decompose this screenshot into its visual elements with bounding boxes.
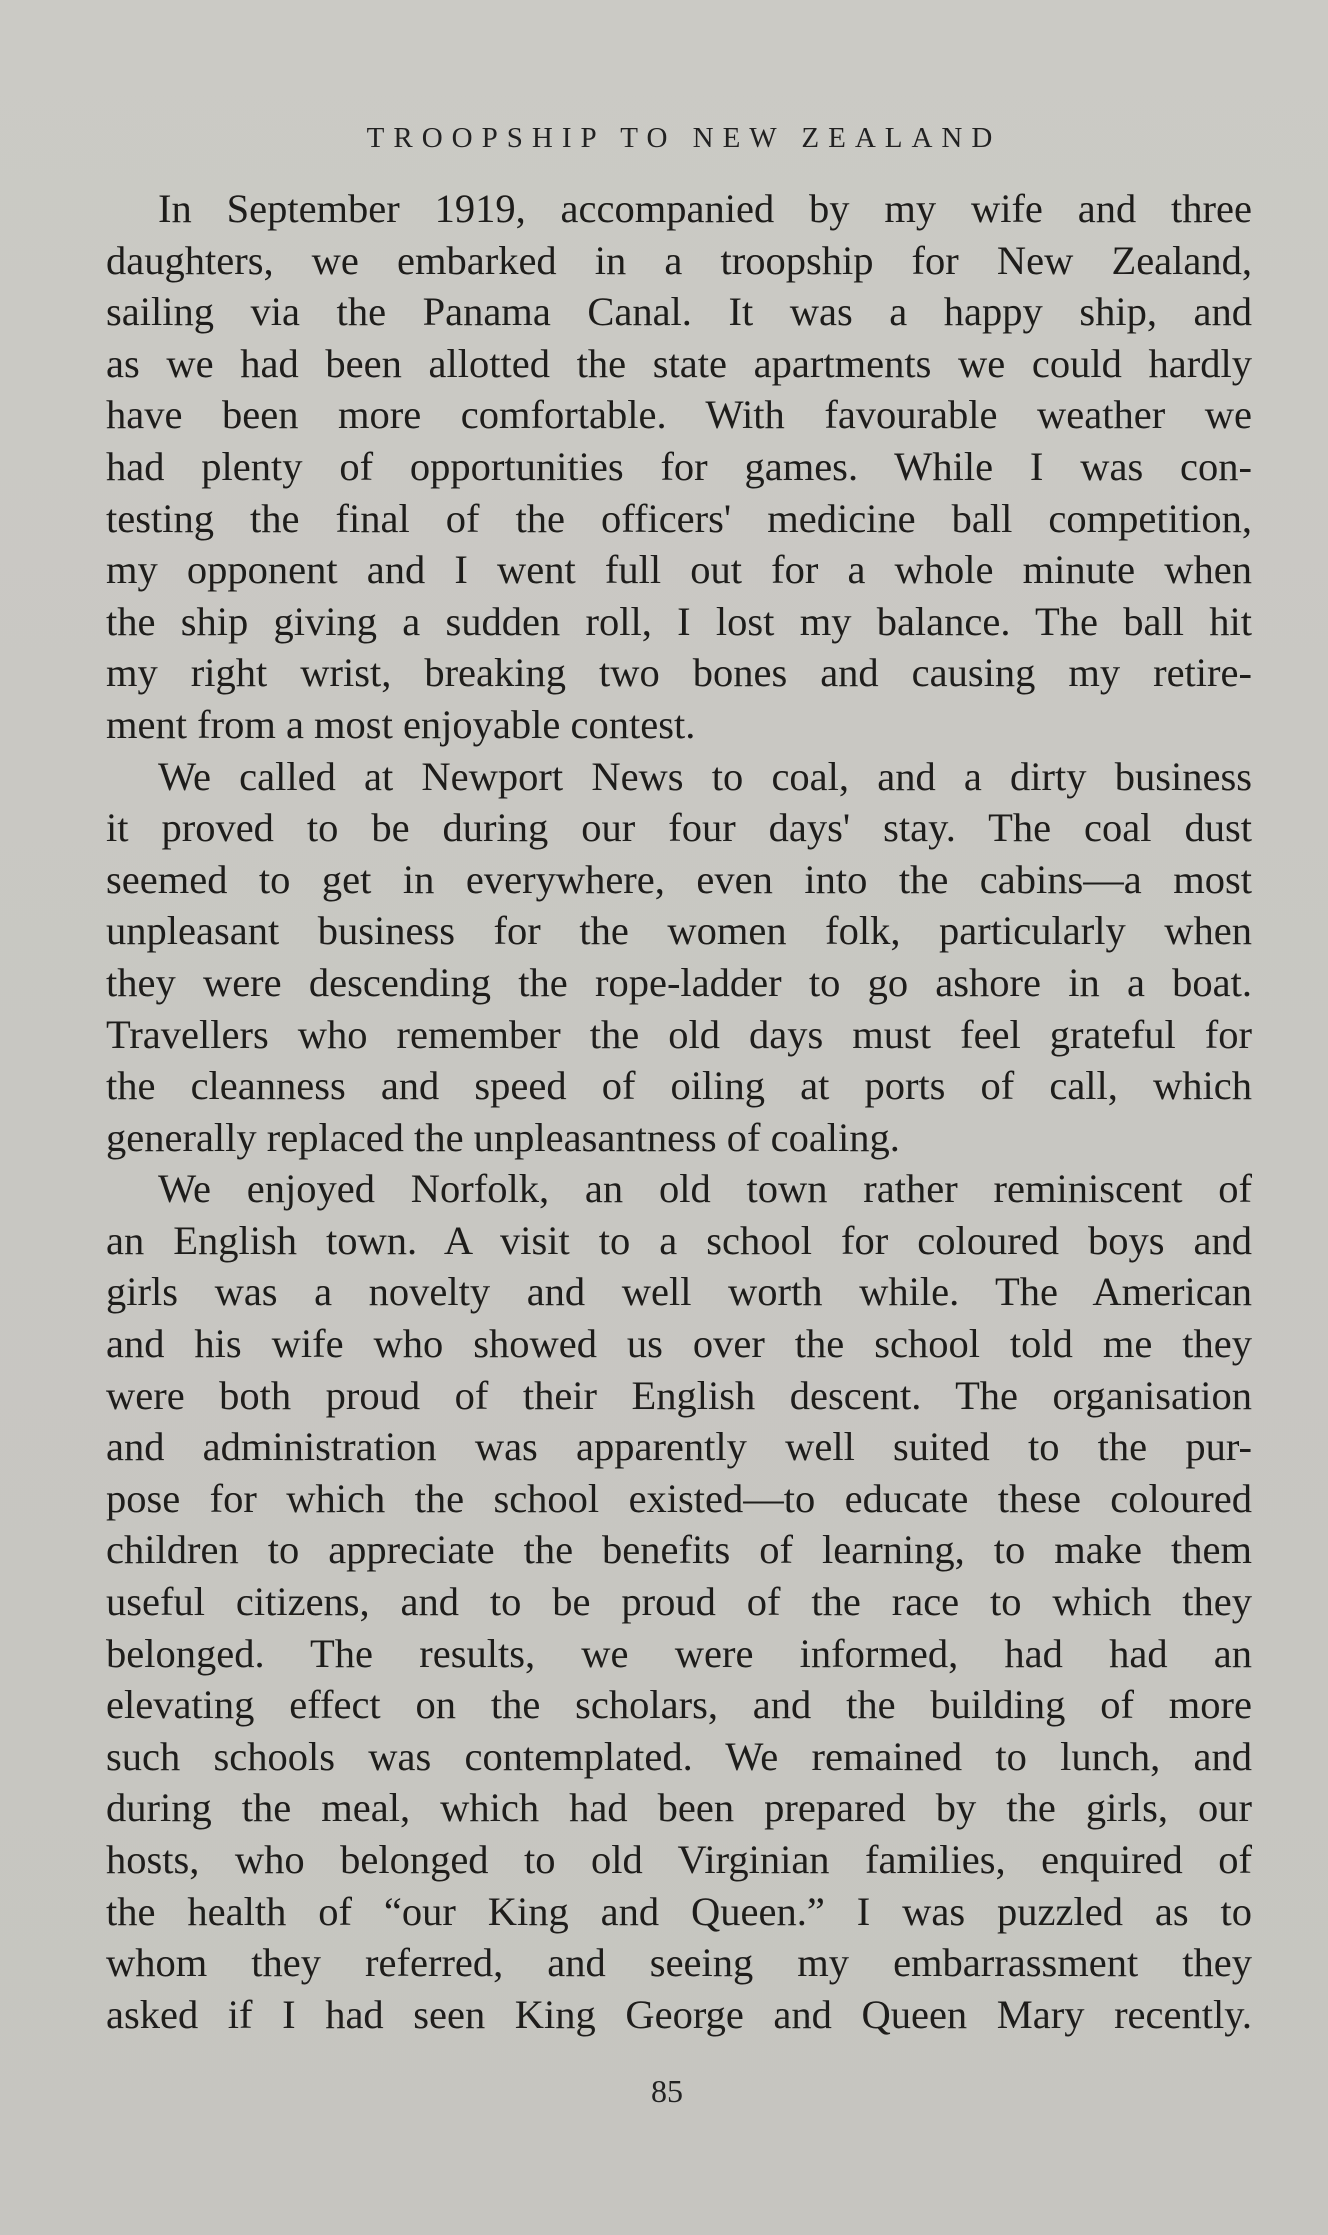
text-line: during the meal, which had been prepared by the girls, our	[106, 1785, 1252, 1831]
text-line: testing the final of the officers' medicine ball competition,	[106, 495, 1252, 541]
text-line: pose for which the school existed—to educate these coloured	[106, 1475, 1252, 1521]
page-number: 85	[651, 2073, 683, 2109]
body-text	[106, 183, 1252, 2040]
text-line: such schools was contemplated. We remained to lunch, and	[106, 1733, 1252, 1779]
text-line: my right wrist, breaking two bones and causing my retire-	[106, 650, 1252, 696]
text-line: and his wife who showed us over the school told me they	[106, 1321, 1252, 1367]
text-line: Travellers who remember the old days must feel grateful for	[106, 1011, 1252, 1057]
text-line: belonged. The results, we were informed, had had an	[106, 1630, 1252, 1676]
text-line: We enjoyed Norfolk, an old town rather reminiscent of	[158, 1166, 1252, 1212]
text-line: the ship giving a sudden roll, I lost my balance. The ball hit	[106, 598, 1252, 644]
running-head: TROOPSHIP TO NEW ZEALAND	[366, 122, 1002, 154]
text-line: We called at Newport News to coal, and a dirty business	[158, 753, 1252, 799]
paragraph	[106, 1163, 1252, 2040]
text-line: In September 1919, accompanied by my wife and three	[158, 186, 1252, 231]
text-line: asked if I had seen King George and Queen Mary recently.	[106, 1991, 1252, 2037]
text-line: sailing via the Panama Canal. It was a happy ship, and	[106, 289, 1252, 335]
text-line: the cleanness and speed of oiling at ports of call, which	[106, 1063, 1252, 1109]
text-line: it proved to be during our four days' stay. The coal dust	[106, 805, 1252, 851]
text-line: hosts, who belonged to old Virginian families, enquired of	[106, 1837, 1252, 1882]
paragraph	[106, 183, 1252, 751]
text-line: ment from a most enjoyable contest.	[106, 701, 696, 747]
text-line: girls was a novelty and well worth while. The American	[106, 1269, 1252, 1315]
text-line: the health of “our King and Queen.” I was puzzled as to	[106, 1888, 1252, 1934]
text-line: daughters, we embarked in a troopship for New Zealand,	[106, 237, 1252, 283]
text-line: generally replaced the unpleasantness of coaling.	[106, 1114, 900, 1160]
text-line: have been more comfortable. With favourable weather we	[106, 392, 1252, 438]
text-line: had plenty of opportunities for games. While I was con-	[106, 443, 1252, 489]
text-line: seemed to get in everywhere, even into the cabins—a most	[106, 856, 1252, 902]
text-line: unpleasant business for the women folk, particularly when	[106, 908, 1252, 954]
text-line: children to appreciate the benefits of learning, to make them	[106, 1527, 1252, 1573]
text-line: useful citizens, and to be proud of the race to which they	[106, 1579, 1252, 1625]
paragraph	[106, 751, 1252, 1164]
text-line: my opponent and I went full out for a whole minute when	[106, 547, 1252, 593]
text-line: an English town. A visit to a school for coloured boys and	[106, 1217, 1252, 1263]
text-line: and administration was apparently well suited to the pur-	[106, 1424, 1252, 1470]
text-line: whom they referred, and seeing my embarrassment they	[106, 1940, 1252, 1986]
text-line: they were descending the rope-ladder to go ashore in a boat.	[106, 959, 1252, 1005]
text-line: as we had been allotted the state apartments we could hardly	[106, 340, 1252, 386]
text-line: elevating effect on the scholars, and the building of more	[106, 1682, 1252, 1728]
text-line: were both proud of their English descent. The organisation	[106, 1372, 1252, 1418]
